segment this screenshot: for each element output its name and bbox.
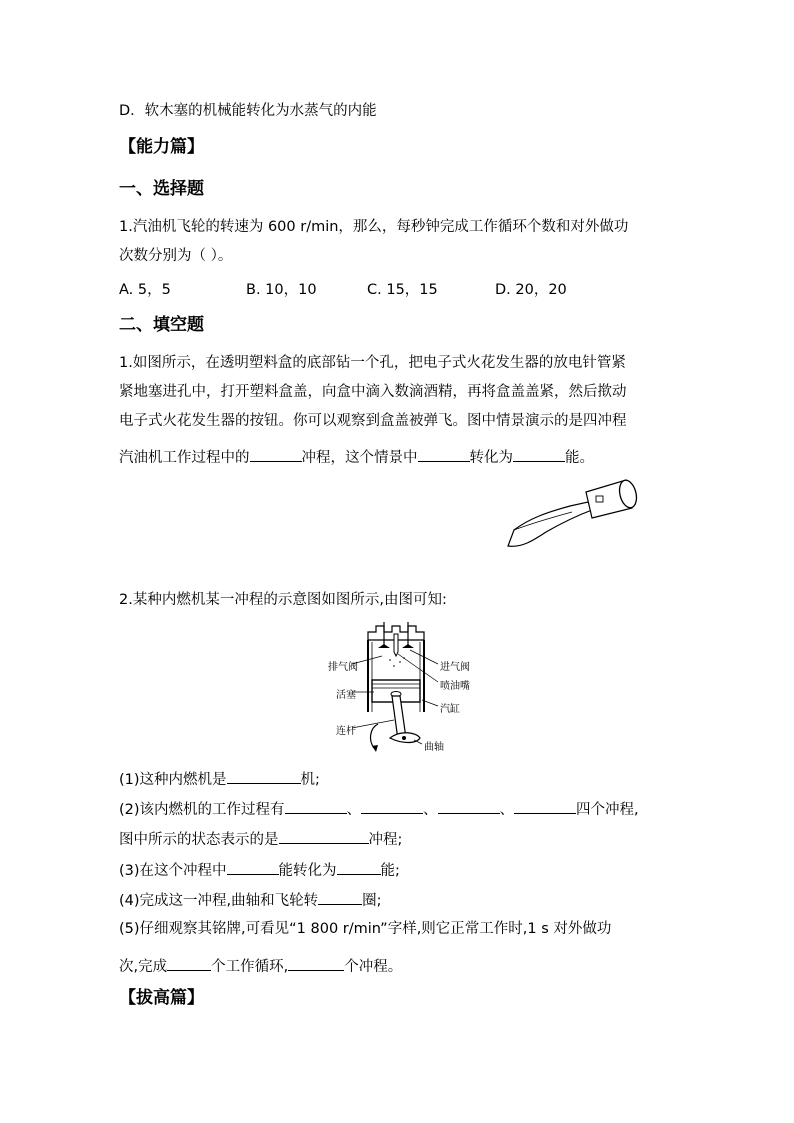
choice-q1-line2: 次数分别为（ ）。 — [119, 248, 233, 264]
choice-q1-option-d: D. 20，20 — [495, 282, 567, 298]
fill-q1-line4 — [119, 446, 594, 468]
fill-q2-p3-blank-to[interactable] — [337, 859, 381, 875]
fill-q2-p3-text-b: 能转化为 — [278, 863, 337, 879]
fill-q2-p3-text-a: (3)在这个冲程中 — [119, 863, 227, 879]
fill-q2-p2-sep-2: 、 — [423, 802, 438, 818]
fill-q2-p2-sep-3: 、 — [499, 802, 515, 818]
fill-q2-p2-blank-2[interactable] — [361, 798, 423, 814]
fill-q1-text-d: 能。 — [565, 450, 594, 466]
section-choice-heading: 一、选择题 — [119, 179, 204, 199]
fill-q2-p2-text-b: 四个冲程, — [576, 802, 639, 818]
fill-q2-p4-blank[interactable] — [318, 889, 362, 905]
fill-q2-part5-line1: (5)仔细观察其铭牌,可看见“1 800 r/min”字样,则它正常工作时,1 s 对外做功 — [119, 921, 612, 937]
fill-q2-part1 — [119, 768, 320, 790]
fill-q2-part2-line1 — [119, 798, 639, 820]
fill-q2-part4 — [119, 889, 382, 911]
choice-q1-option-a: A. 5，5 — [119, 282, 171, 298]
fill-q2-p1-text-a: (1)这种内燃机是 — [119, 772, 227, 788]
fill-q2-p5-blank-strokes[interactable] — [288, 955, 344, 971]
label-crankshaft: 曲轴 — [424, 742, 444, 753]
label-intake-valve: 进气阀 — [440, 662, 470, 673]
section-ability-heading: 【能力篇】 — [119, 137, 204, 157]
spark-generator-figure — [500, 472, 645, 554]
section-fill-heading: 二、填空题 — [119, 315, 204, 335]
fill-q1-text-b: 冲程，这个情景中 — [301, 450, 418, 466]
fill-q2-p2-text-d: 冲程; — [368, 832, 403, 848]
fill-q2-p5-text-d: 个冲程。 — [344, 959, 403, 975]
fill-q1-blank-stroke[interactable] — [250, 446, 302, 462]
fill-q2-p2-blank-state[interactable] — [279, 828, 369, 844]
fill-q2-p4-text-b: 圈; — [362, 893, 382, 909]
label-cylinder: 汽缸 — [440, 704, 460, 715]
fill-q2-p2-text-c: 图中所示的状态表示的是 — [119, 832, 279, 848]
label-connecting-rod: 连杆 — [336, 726, 356, 737]
label-piston: 活塞 — [336, 690, 356, 701]
fill-q1-line1: 1.如图所示，在透明塑料盒的底部钻一个孔，把电子式火花发生器的放电针管紧 — [119, 355, 626, 371]
label-exhaust-valve: 排气阀 — [328, 662, 358, 673]
fill-q2-p5-blank-cycles[interactable] — [167, 955, 211, 971]
label-fuel-nozzle: 喷油嘴 — [440, 681, 470, 692]
fill-q2-p5-text-b: 次,完成 — [119, 959, 168, 975]
fill-q1-text-c: 转化为 — [469, 450, 513, 466]
engine-diagram — [330, 620, 480, 760]
fill-q2-part2-line2 — [119, 828, 402, 850]
fill-q1-blank-from[interactable] — [418, 446, 470, 462]
fill-q1-line2: 紧地塞进孔中，打开塑料盒盖，向盒中滴入数滴酒精，再将盒盖盖紧，然后揿动 — [119, 384, 627, 400]
fill-q2-intro: 2.某种内燃机某一冲程的示意图如图所示,由图可知: — [119, 592, 447, 608]
fill-q2-p2-text-a: (2)该内燃机的工作过程有 — [119, 802, 285, 818]
fill-q1-line3: 电子式火花发生器的按钮。你可以观察到盒盖被弹飞。图中情景演示的是四冲程 — [119, 413, 627, 429]
choice-q1-option-c: C. 15，15 — [367, 282, 438, 298]
fill-q2-p2-sep-1: 、 — [346, 802, 362, 818]
option-d-text: D．软木塞的机械能转化为水蒸气的内能 — [119, 103, 377, 119]
fill-q2-part3 — [119, 859, 400, 881]
fill-q1-blank-to[interactable] — [513, 446, 565, 462]
fill-q2-p3-text-c: 能; — [380, 863, 400, 879]
fill-q2-p3-blank-from[interactable] — [227, 859, 279, 875]
fill-q2-p1-blank[interactable] — [227, 768, 301, 784]
fill-q2-p2-blank-4[interactable] — [514, 798, 576, 814]
fill-q2-p5-text-c: 个工作循环, — [211, 959, 289, 975]
fill-q2-p4-text-a: (4)完成这一冲程,曲轴和飞轮转 — [119, 893, 319, 909]
choice-q1-option-b: B. 10，10 — [246, 282, 317, 298]
fill-q2-p2-blank-1[interactable] — [285, 798, 347, 814]
fill-q1-text-a: 汽油机工作过程中的 — [119, 450, 250, 466]
fill-q2-part5-line2 — [119, 955, 402, 977]
section-advanced-heading: 【拔高篇】 — [119, 988, 204, 1008]
fill-q2-p1-text-b: 机; — [300, 772, 320, 788]
choice-q1-line1: 1.汽油机飞轮的转速为 600 r/min，那么，每秒钟完成工作循环个数和对外做功 — [119, 219, 629, 235]
fill-q2-p2-blank-3[interactable] — [438, 798, 500, 814]
